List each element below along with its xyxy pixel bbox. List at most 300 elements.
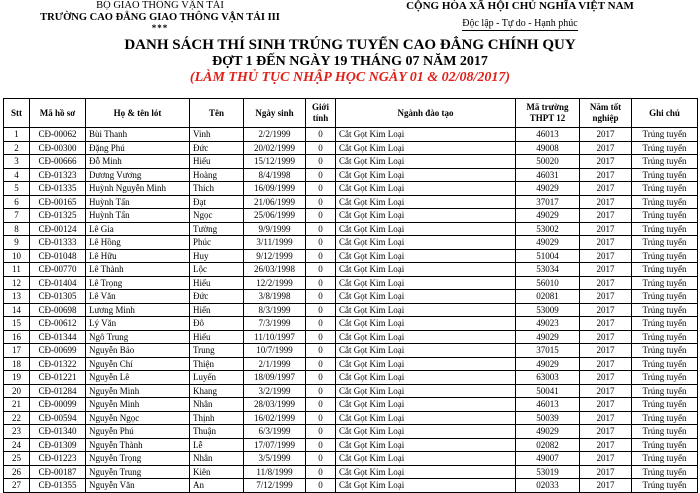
table-row (4, 465, 698, 479)
table-row (4, 357, 698, 371)
cell-profile-code: CĐ-00300 (30, 141, 86, 155)
cell-gender: 0 (306, 344, 336, 358)
cell-grad-year: 2017 (580, 236, 632, 250)
cell-birth-date: 3/5/1999 (244, 452, 306, 466)
cell-note: Trúng tuyển (632, 168, 698, 182)
cell-surname: Huỳnh Nguyễn Minh (86, 182, 190, 196)
cell-profile-code: CĐ-00099 (30, 398, 86, 412)
cell-birth-date: 16/02/1999 (244, 411, 306, 425)
cell-profile-code: CĐ-01404 (30, 276, 86, 290)
cell-stt: 21 (4, 398, 30, 412)
cell-grad-year: 2017 (580, 357, 632, 371)
cell-profile-code: CĐ-00062 (30, 128, 86, 142)
cell-major: Cắt Gọt Kim Loại (336, 236, 516, 250)
table-row (4, 384, 698, 398)
cell-major: Cắt Gọt Kim Loại (336, 263, 516, 277)
cell-given-name: Hiếu (190, 276, 244, 290)
cell-profile-code: CĐ-00770 (30, 263, 86, 277)
cell-given-name: Lễ (190, 438, 244, 452)
cell-surname: Lê Thành (86, 263, 190, 277)
cell-gender: 0 (306, 128, 336, 142)
cell-school-code: 53034 (516, 263, 580, 277)
cell-surname: Lê Gia (86, 222, 190, 236)
cell-note: Trúng tuyển (632, 465, 698, 479)
cell-given-name: Tường (190, 222, 244, 236)
cell-surname: Nguyễn Minh (86, 398, 190, 412)
cell-gender: 0 (306, 384, 336, 398)
cell-note: Trúng tuyển (632, 236, 698, 250)
header-right (405, 0, 635, 31)
table-row (4, 195, 698, 209)
cell-profile-code: CĐ-01323 (30, 168, 86, 182)
table-row (4, 222, 698, 236)
cell-major: Cắt Gọt Kim Loại (336, 479, 516, 493)
cell-stt: 16 (4, 330, 30, 344)
cell-surname: Nguyễn Thành (86, 438, 190, 452)
table-row (4, 398, 698, 412)
cell-given-name: Trung (190, 344, 244, 358)
cell-school-code: 37017 (516, 195, 580, 209)
cell-school-code: 50020 (516, 155, 580, 169)
cell-stt: 25 (4, 452, 30, 466)
cell-grad-year: 2017 (580, 168, 632, 182)
cell-school-code: 02082 (516, 438, 580, 452)
cell-profile-code: CĐ-01333 (30, 236, 86, 250)
cell-note: Trúng tuyển (632, 209, 698, 223)
cell-given-name: Luyến (190, 371, 244, 385)
cell-school-code: 49029 (516, 330, 580, 344)
cell-gender: 0 (306, 398, 336, 412)
cell-profile-code: CĐ-01335 (30, 182, 86, 196)
cell-stt: 12 (4, 276, 30, 290)
cell-given-name: Huy (190, 249, 244, 263)
cell-school-code: 02033 (516, 479, 580, 493)
cell-given-name: Thích (190, 182, 244, 196)
col-header-gender: Giới tính (306, 99, 336, 128)
cell-major: Cắt Gọt Kim Loại (336, 303, 516, 317)
cell-major: Cắt Gọt Kim Loại (336, 357, 516, 371)
cell-school-code: 02081 (516, 290, 580, 304)
cell-major: Cắt Gọt Kim Loại (336, 465, 516, 479)
cell-major: Cắt Gọt Kim Loại (336, 141, 516, 155)
cell-grad-year: 2017 (580, 330, 632, 344)
cell-note: Trúng tuyển (632, 249, 698, 263)
table-row (4, 128, 698, 142)
enrollment-note: (LÀM THỦ TỤC NHẬP HỌC NGÀY 01 & 02/08/2017) (189, 70, 511, 85)
school-name: TRƯỜNG CAO ĐẲNG GIAO THÔNG VẬN TẢI III (40, 12, 280, 23)
cell-stt: 17 (4, 344, 30, 358)
cell-gender: 0 (306, 479, 336, 493)
cell-birth-date: 18/09/1997 (244, 371, 306, 385)
cell-gender: 0 (306, 182, 336, 196)
table-row (4, 236, 698, 250)
cell-stt: 13 (4, 290, 30, 304)
cell-given-name: Phúc (190, 236, 244, 250)
cell-note: Trúng tuyển (632, 438, 698, 452)
cell-stt: 8 (4, 222, 30, 236)
cell-note: Trúng tuyển (632, 303, 698, 317)
cell-surname: Nguyễn Trung (86, 465, 190, 479)
cell-gender: 0 (306, 195, 336, 209)
cell-profile-code: CĐ-00612 (30, 317, 86, 331)
table-row (4, 317, 698, 331)
table-row (4, 209, 698, 223)
table-row (4, 276, 698, 290)
table-row (4, 371, 698, 385)
cell-note: Trúng tuyển (632, 128, 698, 142)
cell-surname: Nguyễn Lê (86, 371, 190, 385)
cell-major: Cắt Gọt Kim Loại (336, 195, 516, 209)
cell-surname: Bùi Thanh (86, 128, 190, 142)
cell-birth-date: 7/3/1999 (244, 317, 306, 331)
cell-grad-year: 2017 (580, 155, 632, 169)
cell-major: Cắt Gọt Kim Loại (336, 168, 516, 182)
cell-birth-date: 2/2/1999 (244, 128, 306, 142)
cell-major: Cắt Gọt Kim Loại (336, 411, 516, 425)
cell-note: Trúng tuyển (632, 411, 698, 425)
col-header-surname: Họ & tên lót (86, 99, 190, 128)
cell-major: Cắt Gọt Kim Loại (336, 452, 516, 466)
cell-given-name: Hiếu (190, 330, 244, 344)
cell-gender: 0 (306, 425, 336, 439)
cell-note: Trúng tuyển (632, 155, 698, 169)
cell-grad-year: 2017 (580, 398, 632, 412)
cell-given-name: Hiển (190, 303, 244, 317)
cell-gender: 0 (306, 263, 336, 277)
col-header-school-code: Mã trường THPT 12 (516, 99, 580, 128)
cell-given-name: An (190, 479, 244, 493)
cell-stt: 18 (4, 357, 30, 371)
cell-note: Trúng tuyển (632, 276, 698, 290)
cell-school-code: 63003 (516, 371, 580, 385)
cell-grad-year: 2017 (580, 209, 632, 223)
cell-school-code: 49029 (516, 425, 580, 439)
cell-grad-year: 2017 (580, 128, 632, 142)
cell-school-code: 53002 (516, 222, 580, 236)
cell-profile-code: CĐ-01309 (30, 438, 86, 452)
cell-birth-date: 3/2/1999 (244, 384, 306, 398)
cell-school-code: 49029 (516, 209, 580, 223)
col-header-grad-year: Năm tốt nghiệp (580, 99, 632, 128)
cell-grad-year: 2017 (580, 317, 632, 331)
cell-surname: Lê Trọng (86, 276, 190, 290)
cell-surname: Lê Hữu (86, 249, 190, 263)
cell-stt: 4 (4, 168, 30, 182)
cell-gender: 0 (306, 317, 336, 331)
col-header-birth-date: Ngày sinh (244, 99, 306, 128)
cell-grad-year: 2017 (580, 222, 632, 236)
cell-school-code: 53009 (516, 303, 580, 317)
cell-surname: Lương Minh (86, 303, 190, 317)
cell-note: Trúng tuyển (632, 398, 698, 412)
cell-note: Trúng tuyển (632, 195, 698, 209)
country-name: CỘNG HÒA XÃ HỘI CHỦ NGHĨA VIỆT NAM (406, 0, 634, 12)
cell-major: Cắt Gọt Kim Loại (336, 182, 516, 196)
cell-profile-code: CĐ-01221 (30, 371, 86, 385)
cell-surname: Lê Văn (86, 290, 190, 304)
cell-birth-date: 3/11/1999 (244, 236, 306, 250)
cell-profile-code: CĐ-01223 (30, 452, 86, 466)
cell-school-code: 49023 (516, 317, 580, 331)
cell-profile-code: CĐ-01305 (30, 290, 86, 304)
cell-surname: Huỳnh Tấn (86, 195, 190, 209)
cell-gender: 0 (306, 371, 336, 385)
cell-school-code: 50039 (516, 411, 580, 425)
cell-birth-date: 9/12/1999 (244, 249, 306, 263)
cell-birth-date: 6/3/1999 (244, 425, 306, 439)
cell-note: Trúng tuyển (632, 317, 698, 331)
table-row (4, 249, 698, 263)
cell-given-name: Lộc (190, 263, 244, 277)
cell-school-code: 50041 (516, 384, 580, 398)
cell-note: Trúng tuyển (632, 330, 698, 344)
cell-grad-year: 2017 (580, 276, 632, 290)
cell-note: Trúng tuyển (632, 425, 698, 439)
cell-birth-date: 8/3/1999 (244, 303, 306, 317)
cell-school-code: 53019 (516, 465, 580, 479)
cell-major: Cắt Gọt Kim Loại (336, 371, 516, 385)
cell-birth-date: 28/03/1999 (244, 398, 306, 412)
cell-stt: 7 (4, 209, 30, 223)
cell-stt: 3 (4, 155, 30, 169)
cell-surname: Huỳnh Tấn (86, 209, 190, 223)
cell-profile-code: CĐ-00699 (30, 344, 86, 358)
cell-surname: Nguyễn Ngọc (86, 411, 190, 425)
cell-birth-date: 2/1/1999 (244, 357, 306, 371)
cell-gender: 0 (306, 209, 336, 223)
cell-surname: Nguyễn Minh (86, 384, 190, 398)
cell-stt: 1 (4, 128, 30, 142)
cell-given-name: Kiên (190, 465, 244, 479)
cell-school-code: 51004 (516, 249, 580, 263)
cell-profile-code: CĐ-01048 (30, 249, 86, 263)
cell-school-code: 46013 (516, 398, 580, 412)
cell-surname: Nguyễn Văn (86, 479, 190, 493)
cell-profile-code: CĐ-01344 (30, 330, 86, 344)
cell-given-name: Thiện (190, 357, 244, 371)
cell-birth-date: 25/06/1999 (244, 209, 306, 223)
cell-gender: 0 (306, 452, 336, 466)
cell-major: Cắt Gọt Kim Loại (336, 222, 516, 236)
cell-major: Cắt Gọt Kim Loại (336, 128, 516, 142)
ministry-name: BỘ GIAO THÔNG VẬN TẢI (96, 0, 224, 11)
cell-major: Cắt Gọt Kim Loại (336, 330, 516, 344)
cell-major: Cắt Gọt Kim Loại (336, 398, 516, 412)
cell-grad-year: 2017 (580, 344, 632, 358)
cell-given-name: Thuận (190, 425, 244, 439)
cell-stt: 11 (4, 263, 30, 277)
cell-major: Cắt Gọt Kim Loại (336, 438, 516, 452)
table-row (4, 479, 698, 493)
cell-surname: Ngô Trung (86, 330, 190, 344)
cell-given-name: Đức (190, 290, 244, 304)
cell-given-name: Đạt (190, 195, 244, 209)
cell-grad-year: 2017 (580, 411, 632, 425)
cell-note: Trúng tuyển (632, 357, 698, 371)
cell-note: Trúng tuyển (632, 263, 698, 277)
cell-surname: Lý Văn (86, 317, 190, 331)
cell-birth-date: 15/12/1999 (244, 155, 306, 169)
cell-profile-code: CĐ-00187 (30, 465, 86, 479)
cell-gender: 0 (306, 330, 336, 344)
cell-given-name: Nhân (190, 452, 244, 466)
cell-major: Cắt Gọt Kim Loại (336, 209, 516, 223)
cell-stt: 15 (4, 317, 30, 331)
cell-stt: 2 (4, 141, 30, 155)
cell-birth-date: 8/4/1998 (244, 168, 306, 182)
table-row (4, 290, 698, 304)
cell-birth-date: 7/12/1999 (244, 479, 306, 493)
col-header-major: Ngành đào tạo (336, 99, 516, 128)
cell-birth-date: 20/02/1999 (244, 141, 306, 155)
cell-school-code: 49029 (516, 357, 580, 371)
cell-gender: 0 (306, 411, 336, 425)
col-header-given-name: Tên (190, 99, 244, 128)
cell-stt: 26 (4, 465, 30, 479)
national-motto: Độc lập - Tự do - Hạnh phúc (462, 18, 578, 29)
cell-school-code: 49029 (516, 236, 580, 250)
cell-profile-code: CĐ-00594 (30, 411, 86, 425)
cell-school-code: 46031 (516, 168, 580, 182)
cell-gender: 0 (306, 155, 336, 169)
cell-grad-year: 2017 (580, 290, 632, 304)
cell-gender: 0 (306, 168, 336, 182)
cell-profile-code: CĐ-01355 (30, 479, 86, 493)
cell-major: Cắt Gọt Kim Loại (336, 317, 516, 331)
cell-surname: Dương Vương (86, 168, 190, 182)
table-header-row (4, 99, 698, 128)
cell-profile-code: CĐ-00666 (30, 155, 86, 169)
document-subtitle: ĐỢT 1 ĐẾN NGÀY 19 THÁNG 07 NĂM 2017 (212, 54, 488, 69)
table-row (4, 155, 698, 169)
cell-note: Trúng tuyển (632, 182, 698, 196)
cell-note: Trúng tuyển (632, 290, 698, 304)
cell-stt: 6 (4, 195, 30, 209)
cell-major: Cắt Gọt Kim Loại (336, 249, 516, 263)
cell-note: Trúng tuyển (632, 384, 698, 398)
cell-gender: 0 (306, 141, 336, 155)
cell-birth-date: 3/8/1998 (244, 290, 306, 304)
cell-given-name: Khang (190, 384, 244, 398)
cell-birth-date: 26/03/1998 (244, 263, 306, 277)
cell-school-code: 49029 (516, 182, 580, 196)
cell-birth-date: 11/10/1997 (244, 330, 306, 344)
cell-gender: 0 (306, 249, 336, 263)
cell-given-name: Đức (190, 141, 244, 155)
cell-note: Trúng tuyển (632, 141, 698, 155)
table-row (4, 303, 698, 317)
cell-gender: 0 (306, 236, 336, 250)
cell-note: Trúng tuyển (632, 344, 698, 358)
table-row (4, 438, 698, 452)
cell-grad-year: 2017 (580, 438, 632, 452)
cell-school-code: 56010 (516, 276, 580, 290)
cell-birth-date: 16/09/1999 (244, 182, 306, 196)
cell-school-code: 49007 (516, 452, 580, 466)
cell-birth-date: 10/7/1999 (244, 344, 306, 358)
cell-surname: Lê Hồng (86, 236, 190, 250)
header-stars: *** (151, 23, 169, 33)
cell-stt: 19 (4, 371, 30, 385)
cell-stt: 5 (4, 182, 30, 196)
cell-note: Trúng tuyển (632, 371, 698, 385)
cell-stt: 14 (4, 303, 30, 317)
cell-gender: 0 (306, 276, 336, 290)
cell-school-code: 46013 (516, 128, 580, 142)
cell-given-name: Thịnh (190, 411, 244, 425)
cell-profile-code: CĐ-00698 (30, 303, 86, 317)
cell-profile-code: CĐ-01322 (30, 357, 86, 371)
cell-major: Cắt Gọt Kim Loại (336, 276, 516, 290)
cell-major: Cắt Gọt Kim Loại (336, 344, 516, 358)
cell-profile-code: CĐ-01340 (30, 425, 86, 439)
cell-profile-code: CĐ-01325 (30, 209, 86, 223)
cell-grad-year: 2017 (580, 263, 632, 277)
cell-gender: 0 (306, 357, 336, 371)
cell-gender: 0 (306, 438, 336, 452)
cell-grad-year: 2017 (580, 384, 632, 398)
cell-profile-code: CĐ-00124 (30, 222, 86, 236)
cell-gender: 0 (306, 303, 336, 317)
cell-stt: 10 (4, 249, 30, 263)
cell-grad-year: 2017 (580, 182, 632, 196)
table-row (4, 168, 698, 182)
cell-note: Trúng tuyển (632, 222, 698, 236)
cell-birth-date: 11/8/1999 (244, 465, 306, 479)
cell-major: Cắt Gọt Kim Loại (336, 425, 516, 439)
cell-stt: 20 (4, 384, 30, 398)
cell-given-name: Đô (190, 317, 244, 331)
cell-major: Cắt Gọt Kim Loại (336, 290, 516, 304)
table-row (4, 330, 698, 344)
header-left (40, 0, 280, 32)
table-row (4, 425, 698, 439)
cell-surname: Nguyễn Bảo (86, 344, 190, 358)
cell-surname: Nguyễn Phú (86, 425, 190, 439)
table-row (4, 182, 698, 196)
cell-stt: 22 (4, 411, 30, 425)
cell-birth-date: 21/06/1999 (244, 195, 306, 209)
cell-birth-date: 9/9/1999 (244, 222, 306, 236)
cell-given-name: Vinh (190, 128, 244, 142)
cell-profile-code: CĐ-00165 (30, 195, 86, 209)
cell-stt: 24 (4, 438, 30, 452)
col-header-profile-code: Mã hồ sơ (30, 99, 86, 128)
cell-given-name: Nhân (190, 398, 244, 412)
cell-grad-year: 2017 (580, 371, 632, 385)
cell-school-code: 37015 (516, 344, 580, 358)
cell-grad-year: 2017 (580, 303, 632, 317)
table-row (4, 452, 698, 466)
document-title: DANH SÁCH THÍ SINH TRÚNG TUYỂN CAO ĐẲNG CHÍNH QUY (124, 37, 576, 53)
cell-school-code: 49008 (516, 141, 580, 155)
table-row (4, 141, 698, 155)
table-row (4, 411, 698, 425)
cell-given-name: Ngọc (190, 209, 244, 223)
cell-surname: Đặng Phú (86, 141, 190, 155)
cell-grad-year: 2017 (580, 195, 632, 209)
cell-birth-date: 17/07/1999 (244, 438, 306, 452)
cell-grad-year: 2017 (580, 141, 632, 155)
cell-surname: Nguyễn Trọng (86, 452, 190, 466)
cell-grad-year: 2017 (580, 465, 632, 479)
cell-grad-year: 2017 (580, 479, 632, 493)
cell-stt: 9 (4, 236, 30, 250)
cell-stt: 27 (4, 479, 30, 493)
cell-gender: 0 (306, 290, 336, 304)
cell-grad-year: 2017 (580, 425, 632, 439)
cell-note: Trúng tuyển (632, 452, 698, 466)
